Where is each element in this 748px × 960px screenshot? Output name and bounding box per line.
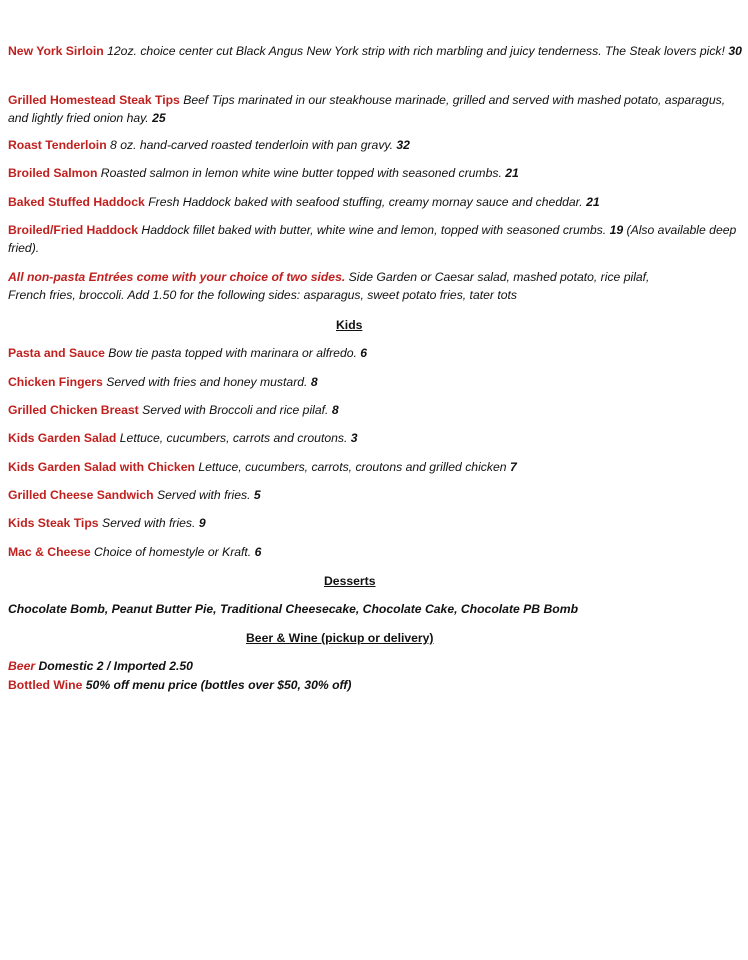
desserts-heading: Desserts xyxy=(324,574,376,588)
item-name: Broiled/Fried Haddock xyxy=(8,223,139,237)
kids-item xyxy=(8,514,206,532)
item-price: 21 xyxy=(586,195,600,209)
kids-heading: Kids xyxy=(336,318,363,332)
item-name: Baked Stuffed Haddock xyxy=(8,195,145,209)
item-name: Bottled Wine xyxy=(8,678,83,692)
item-name: Chicken Fingers xyxy=(8,375,103,389)
sides-note xyxy=(8,268,668,304)
item-description: Bow tie pasta topped with marinara or alfredo. xyxy=(108,346,357,360)
item-price: 9 xyxy=(198,516,206,530)
item-name: Kids Garden Salad with Chicken xyxy=(8,460,195,474)
item-name: Beer xyxy=(8,659,36,673)
item-name: Kids Steak Tips xyxy=(8,516,99,530)
item-description: Haddock fillet baked with butter, white wine and lemon, topped with seasoned crumbs. xyxy=(141,223,607,237)
item-price: 8 xyxy=(310,375,318,389)
desserts-list: Chocolate Bomb, Peanut Butter Pie, Traditional Cheesecake, Chocolate Cake, Chocolate PB Bomb xyxy=(8,602,579,616)
item-name: New York Sirloin xyxy=(8,44,104,58)
item-name: Grilled Cheese Sandwich xyxy=(8,488,154,502)
kids-item xyxy=(8,458,517,476)
item-price: 8 xyxy=(331,403,339,417)
item-description: Served with fries. xyxy=(101,516,196,530)
item-price: 25 xyxy=(152,111,166,125)
item-description: 50% off menu price (bottles over $50, 30% off) xyxy=(85,678,352,692)
item-price: 3 xyxy=(350,431,358,445)
kids-item xyxy=(8,429,358,447)
wine-item xyxy=(8,676,352,694)
item-description: Lettuce, cucumbers, carrots and croutons. xyxy=(119,431,348,445)
item-description: 8 oz. hand-carved roasted tenderloin with pan gravy. xyxy=(110,138,393,152)
item-description: Choice of homestyle or Kraft. xyxy=(94,545,252,559)
item-price: 30 xyxy=(728,44,742,58)
item-name: Grilled Chicken Breast xyxy=(8,403,139,417)
item-name: Roast Tenderloin xyxy=(8,138,107,152)
item-price: 6 xyxy=(254,545,262,559)
kids-item xyxy=(8,486,261,504)
entree-item xyxy=(8,91,748,127)
item-description: Served with fries. xyxy=(157,488,251,502)
item-name: Kids Garden Salad xyxy=(8,431,117,445)
entree-item xyxy=(8,164,519,182)
item-price: 32 xyxy=(396,138,410,152)
item-name: Pasta and Sauce xyxy=(8,346,105,360)
item-price: 19 xyxy=(609,223,624,237)
item-name: Broiled Salmon xyxy=(8,166,98,180)
sides-text: Side Garden or Caesar salad, mashed potato, rice pilaf, French fries, broccoli. Add 1.50 for the following sides: asparagus, sweet potato fries, tater tots xyxy=(8,270,650,302)
entree-item xyxy=(8,136,410,154)
beer-item xyxy=(8,657,193,675)
entree-item xyxy=(8,42,748,60)
item-price: 7 xyxy=(509,460,517,474)
sides-lead: All non-pasta Entrées come with your choice of two sides. xyxy=(8,270,346,284)
item-description: Served with fries and honey mustard. xyxy=(106,375,308,389)
item-name: Grilled Homestead Steak Tips xyxy=(8,93,180,107)
item-description: Roasted salmon in lemon white wine butter topped with seasoned crumbs. xyxy=(100,166,502,180)
kids-item xyxy=(8,543,261,561)
entree-item xyxy=(8,221,748,257)
item-name: Mac & Cheese xyxy=(8,545,91,559)
item-price: 5 xyxy=(253,488,261,502)
kids-item xyxy=(8,373,318,391)
item-description: Fresh Haddock baked with seafood stuffing, creamy mornay sauce and cheddar. xyxy=(148,195,583,209)
item-price: 21 xyxy=(505,166,519,180)
kids-item xyxy=(8,344,367,362)
kids-item xyxy=(8,401,339,419)
item-note: (Also available deep fried). xyxy=(8,223,737,255)
item-price: 6 xyxy=(360,346,368,360)
item-description: Lettuce, cucumbers, carrots, croutons and grilled chicken xyxy=(198,460,507,474)
entree-item xyxy=(8,193,600,211)
item-description: 12oz. choice center cut Black Angus New York strip with rich marbling and juicy tenderness. The Steak lovers pick! xyxy=(107,44,725,58)
item-description: Beef Tips marinated in our steakhouse marinade, grilled and served with mashed potato, asparagus, and lightly fried onion hay. xyxy=(8,93,726,125)
item-description: Domestic 2 / Imported 2.50 xyxy=(38,659,193,673)
item-description: Served with Broccoli and rice pilaf. xyxy=(142,403,329,417)
beer-wine-heading: Beer & Wine (pickup or delivery) xyxy=(246,631,434,645)
